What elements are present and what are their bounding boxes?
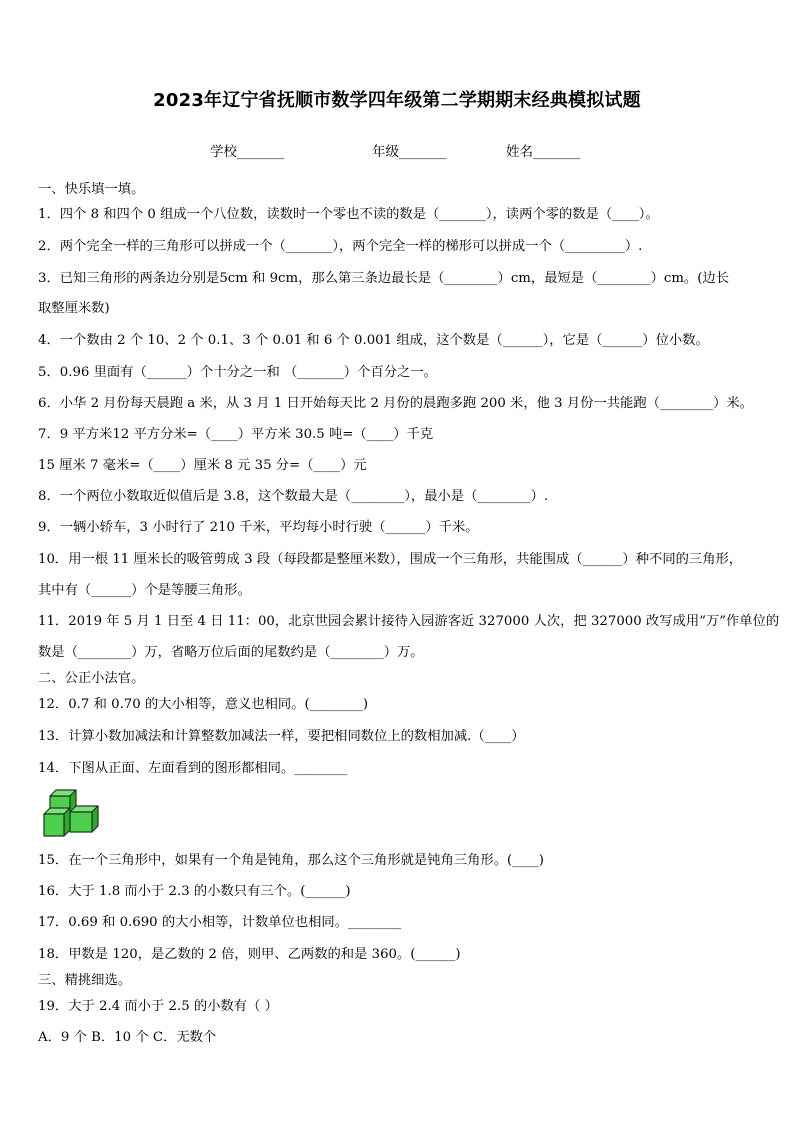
question-3-line-1: 3．已知三角形的两条边分别是5cm 和 9cm，那么第三条边最长是（________）cm，最短是（________）cm。(边长	[38, 271, 730, 286]
question-14: 14．下图从正面、左面看到的图形都相同。________	[38, 761, 348, 776]
school-field: 学校_______	[210, 144, 285, 160]
section-heading-judge: 二、公正小法官。	[38, 671, 145, 686]
cube-stack-figure	[40, 786, 106, 842]
question-7-line-2: 15 厘米 7 毫米=（____）厘米 8 元 35 分=（____）元	[38, 458, 367, 473]
cube-front-face	[44, 814, 64, 836]
question-2: 2．两个完全一样的三角形可以拼成一个（_______），两个完全一样的梯形可以拼成一个（_________）.	[38, 239, 643, 254]
question-10-line-2: 其中有（______）个是等腰三角形。	[38, 583, 251, 598]
question-12: 12．0.7 和 0.70 的大小相等，意义也相同。(________)	[38, 697, 369, 712]
question-11-line-2: 数是（________）万，省略万位后面的尾数约是（________）万。	[38, 645, 424, 660]
question-18: 18．甲数是 120，是乙数的 2 倍，则甲、乙两数的和是 360。(______)	[38, 947, 461, 962]
cube-right-front	[70, 812, 92, 832]
question-19: 19．大于 2.4 而小于 2.5 的小数有（ ）	[38, 999, 278, 1014]
name-field: 姓名_______	[506, 144, 581, 160]
question-6: 6．小华 2 月份每天晨跑 a 米，从 3 月 1 日开始每天比 2 月份的晨跑多跑 200 米，他 3 月份一共能跑（________）米。	[38, 396, 754, 411]
section-heading-choice: 三、精挑细选。	[38, 973, 132, 988]
question-8: 8．一个两位小数取近似值后是 3.8，这个数最大是（________），最小是（________）.	[38, 489, 549, 504]
question-17: 17．0.69 和 0.690 的大小相等，计数单位也相同。________	[38, 915, 402, 930]
question-4: 4．一个数由 2 个 10、2 个 0.1、3 个 0.01 和 6 个 0.001 组成，这个数是（______），它是（______）位小数。	[38, 333, 709, 348]
question-13: 13．计算小数加减法和计算整数加减法一样，要把相同数位上的数相加减.（____）	[38, 729, 525, 744]
question-9: 9．一辆小轿车，3 小时行了 210 千米，平均每小时行驶（______）千米。	[38, 520, 479, 535]
question-3-line-2: 取整厘米数)	[38, 301, 110, 316]
question-11-line-1: 11．2019 年 5 月 1 日至 4 日 11：00，北京世园会累计接待入园游客近 327000 人次，把 327000 改写成用“万”作单位的	[38, 614, 780, 629]
question-5: 5．0.96 里面有（______）个十分之一和 （_______）个百分之一。	[38, 365, 437, 380]
question-10-line-1: 10．用一根 11 厘米长的吸管剪成 3 段（每段都是整厘米数），围成一个三角形，共能围成（______）种不同的三角形，	[38, 552, 743, 567]
section-heading-fill: 一、快乐填一填。	[38, 182, 145, 197]
question-19-options: A．9 个 B．10 个 C．无数个	[38, 1030, 217, 1045]
grade-field: 年级_______	[372, 144, 447, 160]
question-1: 1．四个 8 和四个 0 组成一个八位数，读数时一个零也不读的数是（_______），读两个零的数是（____）。	[38, 207, 659, 222]
question-7-line-1: 7．9 平方米12 平方分米=（____）平方米 30.5 吨=（____）千克	[38, 427, 434, 442]
page-title: 2023年辽宁省抚顺市数学四年级第二学期期末经典模拟试题	[153, 90, 641, 111]
question-16: 16．大于 1.8 而小于 2.3 的小数只有三个。(______)	[38, 884, 351, 899]
question-15: 15．在一个三角形中，如果有一个角是钝角，那么这个三角形就是钝角三角形。(____)	[38, 853, 544, 868]
